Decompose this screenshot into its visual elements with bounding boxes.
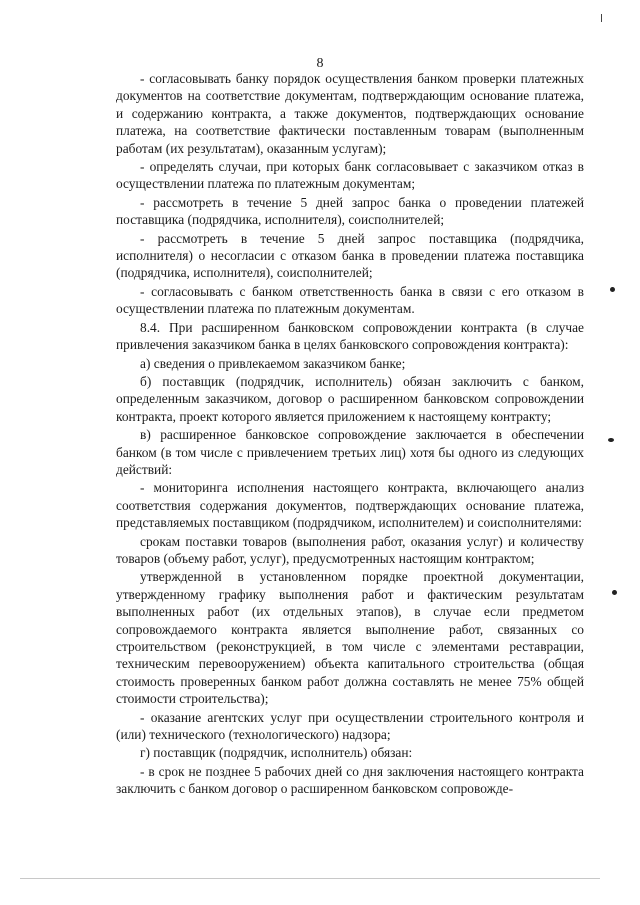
paragraph: - согласовывать с банком ответственность банка в связи с его отказом в осуществлении платежа по платежным документам. xyxy=(116,283,584,317)
paragraph: б) поставщик (подрядчик, исполнитель) обязан заключить с банком, определенным заказчиком, договор о расширенном банковском сопровождении контракта, проект которого является приложением к настоящему контракту; xyxy=(116,373,584,424)
page-number: 8 xyxy=(316,56,324,71)
paragraph: срокам поставки товаров (выполнения работ, оказания услуг) и количеству товаров (объему работ, услуг), предусмотренных настоящим контрактом; xyxy=(116,533,584,566)
document-body xyxy=(116,70,584,799)
paragraph: - оказание агентских услуг при осуществлении строительного контроля и (или) технического (технологического) надзора; xyxy=(116,709,584,743)
scan-dot-mark xyxy=(608,438,614,442)
paragraph: - в срок не позднее 5 рабочих дней со дня заключения настоящего контракта заключить с банком договор о расширенном банковском сопровожде- xyxy=(116,763,584,797)
scan-dot-mark xyxy=(612,590,617,595)
section-heading-paragraph: 8.4. При расширенном банковском сопровождении контракта (в случае привлечения заказчиком банка в целях банковского сопровождения контракта): xyxy=(116,319,584,353)
paragraph: - определять случаи, при которых банк согласовывает с заказчиком отказ в осуществлении платежа по платежным документам; xyxy=(116,159,584,192)
paragraph: - рассмотреть в течение 5 дней запрос банка о проведении платежей поставщика (подрядчика, исполнителя), соисполнителей; xyxy=(116,194,584,228)
paragraph: - рассмотреть в течение 5 дней запрос поставщика (подрядчика, исполнителя) о несогласии с отказом банка в проведении платежа поставщика (подрядчика, исполнителя), соисполнителей; xyxy=(116,230,584,281)
paragraph: утвержденной в установленном порядке проектной документации, утвержденному графику выполнения работ и фактическим результатам выполненных работ (их отдельных этапов), в случае если предметом сопровождаемого контракта является выполнение работ, связанных со строительством (реконструкцией, в том числе с элементами реставрации, техническим перевооружением) объекта капитального строительства (общая стоимость проверенных банком работ должна составлять не менее 75% общей стоимости строительства); xyxy=(116,569,584,707)
scan-edge-line xyxy=(20,878,600,879)
paragraph: а) сведения о привлекаемом заказчиком банке; xyxy=(140,355,406,371)
paragraph: - мониторинга исполнения настоящего контракта, включающего анализ соответствия содержания документов, подтверждающих основание платежа, представляемых поставщиком (подрядчиком, исполнителем) и соисполнителями: xyxy=(116,480,584,531)
paragraph: г) поставщик (подрядчик, исполнитель) обязан: xyxy=(140,745,413,761)
paragraph: в) расширенное банковское сопровождение заключается в обеспечении банком (в том числе с привлечением третьих лиц) хотя бы одного из следующих действий: xyxy=(116,427,584,477)
scan-tick-mark xyxy=(601,14,602,22)
paragraph: - согласовывать банку порядок осуществления банком проверки платежных документов на соответствие документам, подтверждающим основание платежа, и содержанию контракта, а также документов, подтверждающих основание платежа, на соответствие фактически поставленным товарам (выполненным работам (их результатам), оказанным услугам); xyxy=(116,71,584,156)
scan-dot-mark xyxy=(610,287,615,292)
